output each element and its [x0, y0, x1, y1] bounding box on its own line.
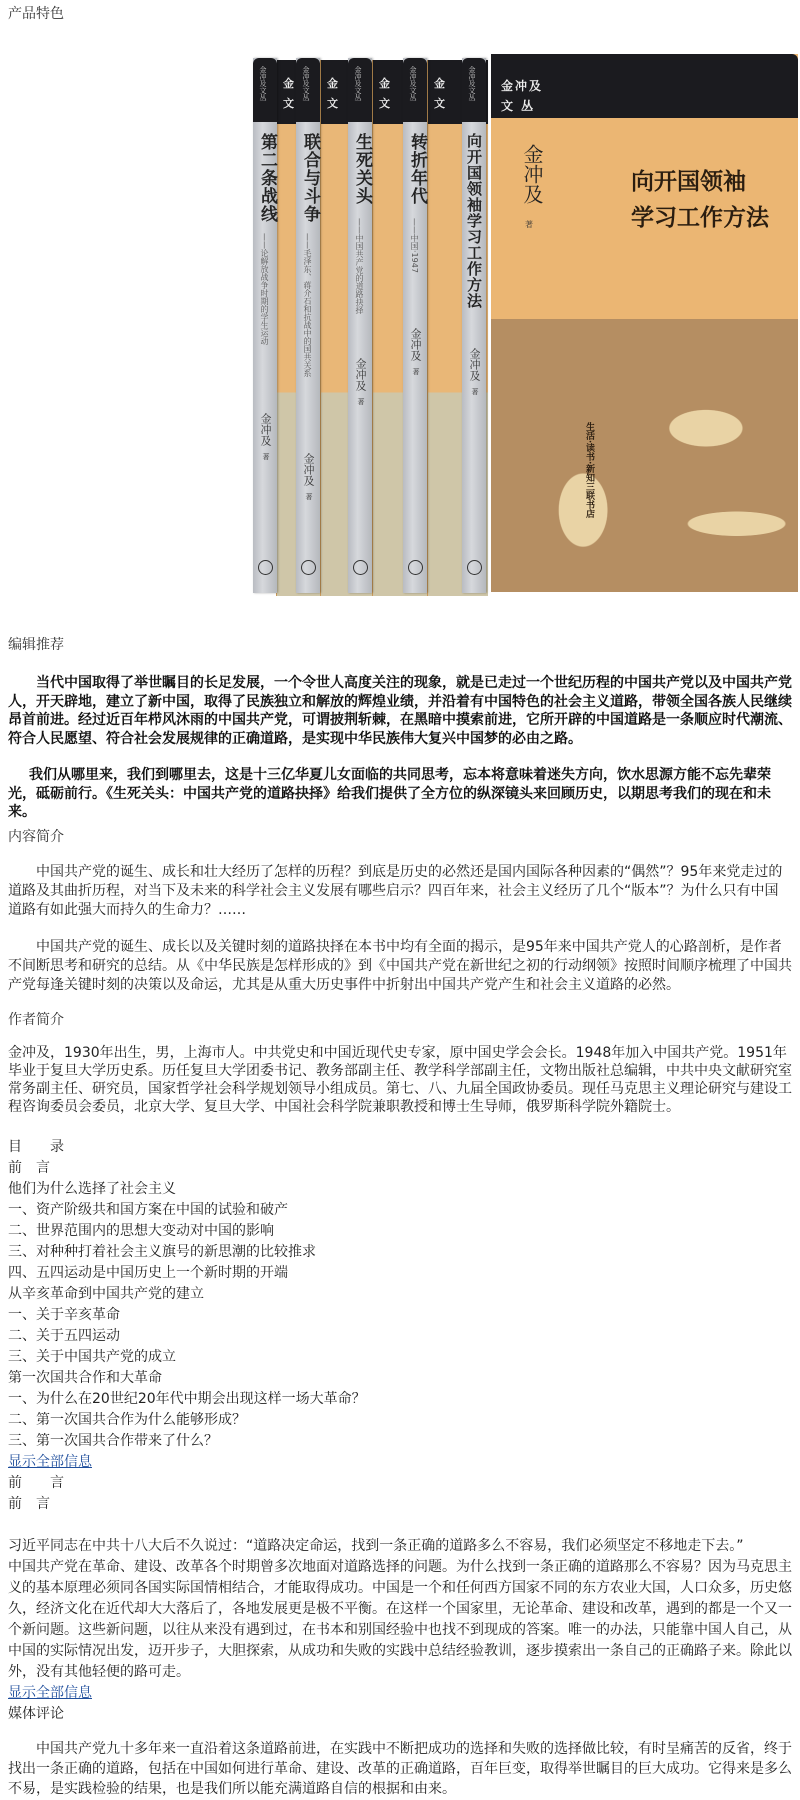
show-all-preface-link[interactable]: 显示全部信息: [8, 1685, 92, 1701]
spine-title: 第二条战线: [257, 133, 277, 223]
toc-item: 四、五四运动是中国历史上一个新时期的开端: [8, 1265, 288, 1281]
book-spine-3: [348, 58, 372, 593]
series-label: 金 文: [434, 77, 445, 110]
preface-excerpt: [8, 1536, 792, 1725]
spine-author: 金冲及: [259, 413, 272, 446]
cover-photo: [491, 319, 798, 592]
show-all-toc-link[interactable]: 显示全部信息: [8, 1454, 92, 1470]
toc-item: 从辛亥革命到中国共产党的建立: [8, 1286, 204, 1302]
spine-zhu: 著: [305, 493, 313, 500]
author-bio: 金冲及，1930年出生，男，上海市人。中共党史和中国近现代史专家，原中国史学会会长。1948年加入中国共产党。1951年毕业于复旦大学历史系。历任复旦大学团委书记、教务部副主任、教学科学部副主任，文物出版社总编辑，中共中央文献研究室常务副主任、研究员，国家哲学社会科学规划领导小组成员。第七、八、九届全国政协委员。现任马克思主义理论研究与建设工程咨询委员会委员，北京大学、复旦大学、中国社会科学院兼职教授和博士生导师，俄罗斯科学院外籍院士。: [8, 1045, 792, 1115]
preface-heading: 前 言: [8, 1475, 64, 1491]
spine-zhu: 著: [262, 453, 270, 460]
spine-series: 金冲及文丛: [409, 66, 417, 101]
front-title-line: 向开国领袖: [631, 168, 746, 195]
preface-quote: 习近平同志在中共十八大后不久说过：“道路决定命运，找到一条正确的道路多么不容易，我们必须坚定不移地走下去。”: [8, 1538, 744, 1554]
front-title-line: 学习工作方法: [631, 204, 769, 231]
front-zhu: 著: [525, 220, 533, 229]
preface-heading: 前 言: [8, 1496, 50, 1512]
section-heading-media: 媒体评论: [8, 1706, 64, 1722]
book-spine-4: [403, 58, 427, 593]
table-of-contents: [8, 1137, 792, 1515]
section-heading-summary: 内容简介: [8, 829, 64, 845]
editor-paragraph: 当代中国取得了举世瞩目的长足发展，一个令世人高度关注的现象，就是已走过一个世纪历程的中国共产党以及中国共产党人，开天辟地，建立了新中国，取得了民族独立和解放的辉煌业绩，并沿着有中国特色的社会主义道路，带领全国各族人民继续昂首前进。经过近百年栉风沐雨的中国共产党，可谓披荆斩棘，在黑暗中摸索前进，它所开辟的中国道路是一条顺应时代潮流、符合人民愿望、符合社会发展规律的正确道路，是实现中华民族伟大复兴中国梦的必由之路。: [8, 675, 792, 747]
spine-author: 金冲及: [409, 328, 422, 361]
toc-item: 二、世界范围内的思想大变动对中国的影响: [8, 1223, 274, 1239]
book-spine-2: [296, 58, 320, 593]
spine-title: 向开国领袖学习工作方法: [465, 133, 483, 309]
product-image-book-set: [250, 50, 800, 610]
publisher-logo-icon: [353, 560, 368, 575]
publisher-logo-icon: [301, 560, 316, 575]
spine-series: 金冲及文丛: [468, 66, 476, 101]
book-spine-5: [462, 58, 486, 593]
toc-item: 一、关于辛亥革命: [8, 1307, 120, 1323]
media-review-paragraph: 中国共产党九十多年来一直沿着这条道路前进，在实践中不断把成功的选择和失败的选择做比较，有时呈痛苦的反省，终于找出一条正确的道路，包括在中国如何进行革命、建设、改革的正确道路，百年巨变，取得举世瞩目的巨大成功。它得来是多么不易，是实践检验的结果，也是我们所以能充满道路自信的根据和由来。: [8, 1741, 792, 1797]
series-label: 金 文: [283, 77, 294, 110]
preface-body: 中国共产党在革命、建设、改革各个时期曾多次地面对道路选择的问题。为什么找到一条正确的道路那么不容易？因为马克思主义的基本原理必须同各国实际国情相结合，才能取得成功。中国是一个和任何西方国家不同的东方农业大国，人口众多，历史悠久，经济文化在近代却大大落后了，各地发展更是极不平衡。在这样一个国家里，无论革命、建设和改革，遇到的都是一个又一个新问题。这些新问题，以往从来没有遇到过，在书本和别国经验中也找不到现成的答案。唯一的办法，只能靠中国人自己，从中国的实际情况出发，迈开步子，大胆探索，从成功和失败的实践中总结经验教训，逐步摸索出一条自己的正确路子来。除此以外，没有其他轻便的路可走。: [8, 1559, 792, 1680]
front-author: 金冲及: [520, 144, 544, 204]
toc-item: 三、对种种打着社会主义旗号的新思潮的比较推求: [8, 1244, 316, 1260]
toc-item: 三、第一次国共合作带来了什么？: [8, 1433, 218, 1449]
publisher-logo-icon: [408, 560, 423, 575]
toc-item: 三、关于中国共产党的成立: [8, 1349, 176, 1365]
publisher-name: 生活·读书·新知三联书店: [584, 422, 594, 519]
toc-item: 他们为什么选择了社会主义: [8, 1181, 176, 1197]
spine-title: 生死关头: [352, 133, 372, 205]
section-heading-features: 产品特色: [8, 6, 64, 22]
spine-title: 转折年代: [407, 133, 427, 205]
series-line: 金冲及: [501, 79, 544, 93]
spine-series: 金冲及文丛: [302, 66, 310, 101]
series-label: 金 文: [327, 77, 338, 110]
toc-heading: 目 录: [8, 1139, 64, 1155]
toc-item: 二、第一次国共合作为什么能够形成？: [8, 1412, 246, 1428]
spine-zhu: 著: [357, 398, 365, 405]
spine-subtitle: ——中国共产党的道路抉择: [355, 218, 364, 314]
toc-item: 第一次国共合作和大革命: [8, 1370, 162, 1386]
publisher-logo-icon: [467, 560, 482, 575]
toc-item: 二、关于五四运动: [8, 1328, 120, 1344]
front-series: [501, 76, 543, 116]
spine-author: 金冲及: [302, 453, 315, 486]
summary-paragraph: 中国共产党的诞生、成长和壮大经历了怎样的历程？到底是历史的必然还是国内国际各种因素的“偶然”？95年来党走过的道路及其曲折历程，对当下及未来的科学社会主义发展有哪些启示？四百年来，社会主义经历了几个“版本”？为什么只有中国道路有如此强大而持久的生命力？……: [8, 864, 783, 918]
series-line: 文 丛: [501, 99, 536, 113]
front-cover: [491, 54, 798, 592]
section-heading-editor: 编辑推荐: [8, 637, 64, 653]
spine-author: 金冲及: [468, 348, 481, 381]
spine-subtitle: ——论解放战争时期的学生运动: [260, 233, 269, 345]
publisher-logo-icon: [258, 560, 273, 575]
spine-zhu: 著: [471, 388, 479, 395]
summary-paragraph: 中国共产党的诞生、成长以及关键时刻的道路抉择在本书中均有全面的揭示，是95年来中国共产党人的心路剖析，是作者不间断思考和研究的总结。从《中华民族是怎样形成的》到《中国共产党在新世纪之初的行动纲领》按照时间顺序梳理了中国共产党每逢关键时刻的决策以及命运，尤其是从重大历史事件中折射出中国共产党产生和社会主义道路的必然。: [8, 939, 792, 993]
book-spine-1: [253, 58, 277, 593]
front-title: [631, 164, 769, 236]
spine-title: 联合与斗争: [300, 133, 320, 223]
series-label: 金 文: [379, 77, 390, 110]
toc-item: 一、资产阶级共和国方案在中国的试验和破产: [8, 1202, 288, 1218]
spine-subtitle: ——中国·1947: [410, 218, 419, 273]
spine-series: 金冲及文丛: [259, 66, 267, 101]
spine-author: 金冲及: [354, 358, 367, 391]
spine-subtitle: ——毛泽东、蒋介石和抗战中的国共关系: [303, 233, 312, 377]
toc-item: 一、为什么在20世纪20年代中期会出现这样一场大革命？: [8, 1391, 366, 1407]
spine-zhu: 著: [412, 368, 420, 375]
editor-paragraph: 我们从哪里来，我们到哪里去，这是十三亿华夏儿女面临的共同思考，忘本将意味着迷失方向，饮水思源方能不忘先辈荣光，砥砺前行。《生死关头：中国共产党的道路抉择》给我们提供了全方位的纵深镜头来回顾历史，以期思考我们的现在和未来。: [8, 767, 771, 820]
toc-item: 前 言: [8, 1160, 50, 1176]
spine-series: 金冲及文丛: [354, 66, 362, 101]
section-heading-author: 作者简介: [8, 1012, 64, 1028]
